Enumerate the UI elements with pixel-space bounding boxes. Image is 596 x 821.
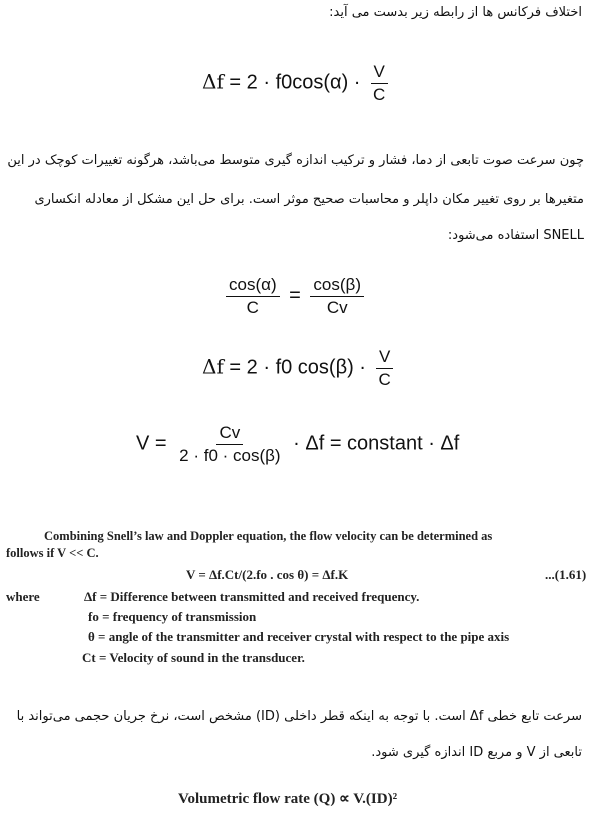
eq2-equals: = — [289, 284, 301, 307]
eq4-lhs: V — [136, 432, 150, 455]
def-ct: Ct = Velocity of sound in the transducer. — [82, 650, 305, 665]
eq4-num: Cv — [216, 423, 243, 445]
eq1-den: C — [373, 84, 386, 104]
eq2-rden: Cv — [326, 297, 348, 317]
eq2-lnum: cos(α) — [226, 275, 280, 297]
eq3-equals: = — [229, 356, 242, 379]
where-label: where — [6, 589, 40, 604]
doppler-beta-equation — [202, 347, 398, 389]
eq3-den: C — [378, 369, 391, 389]
english-formula: V = Δf.Ct/(2.fo . cos θ) = Δf.K — [186, 567, 349, 582]
eq2-right-fraction — [310, 275, 364, 317]
para1-line1: چون سرعت صوت تابعی از دما، فشار و ترکیب اندازه گیری متوسط می‌باشد، هرگونه تغییرات کوچک در این — [7, 153, 584, 168]
eq3-rhs: 2 · f0 cos(β) · — [246, 356, 366, 379]
def-fo: fo = frequency of transmission — [88, 609, 257, 624]
eq3-fraction — [376, 347, 394, 389]
english-para-line2: follows if V << C. — [6, 546, 99, 560]
eq1-rhs: 2 · f0cos(α) · — [246, 71, 361, 94]
eq3-lhs: Δf — [202, 354, 224, 379]
eq2-left-fraction — [226, 275, 280, 317]
eq4-den: 2 · f0 · cos(β) — [179, 445, 281, 465]
para1-line2: متغیرها بر روی تغییر مکان داپلر و محاسبات صحیح موثر است. برای حل این مشکل از معادله انکساری — [34, 192, 584, 207]
volumetric-flow-formula: Volumetric flow rate (Q) ∝ V.(ID)² — [178, 791, 398, 807]
eq2-rnum: cos(β) — [310, 275, 364, 297]
para2-line2: تابعی از V و مربع ID اندازه گیری شود. — [371, 745, 582, 760]
english-eq-number: ...(1.61) — [545, 567, 587, 582]
eq4-equals: = — [154, 432, 167, 455]
eq3-num: V — [376, 347, 393, 369]
velocity-equation — [136, 423, 459, 465]
eq1-equals: = — [229, 71, 242, 94]
def-theta: θ = angle of the transmitter and receiver crystal with respect to the pipe axis — [88, 629, 510, 644]
def-delta-f: Δf = Difference between transmitted and received frequency. — [84, 589, 420, 604]
eq4-rhs: · Δf = constant · Δf — [293, 432, 460, 455]
para1-line3: SNELL استفاده می‌شود: — [447, 228, 584, 243]
eq2-lden: C — [246, 297, 259, 317]
intro-line: اختلاف فرکانس ها از رابطه زیر بدست می آید: — [329, 5, 582, 20]
eq1-num: V — [371, 62, 388, 84]
eq1-lhs: Δf — [202, 69, 224, 94]
doppler-equation — [202, 62, 392, 104]
snell-equation — [222, 275, 368, 317]
eq4-fraction — [176, 423, 283, 465]
eq1-fraction — [370, 62, 388, 104]
english-para-line1: Combining Snell’s law and Doppler equation, the flow velocity can be determined as — [44, 529, 493, 543]
para2-line1: سرعت تابع خطی Δf است. با توجه به اینکه قطر داخلی (ID) مشخص است، نرخ جریان حجمی می‌تواند با — [16, 709, 582, 724]
